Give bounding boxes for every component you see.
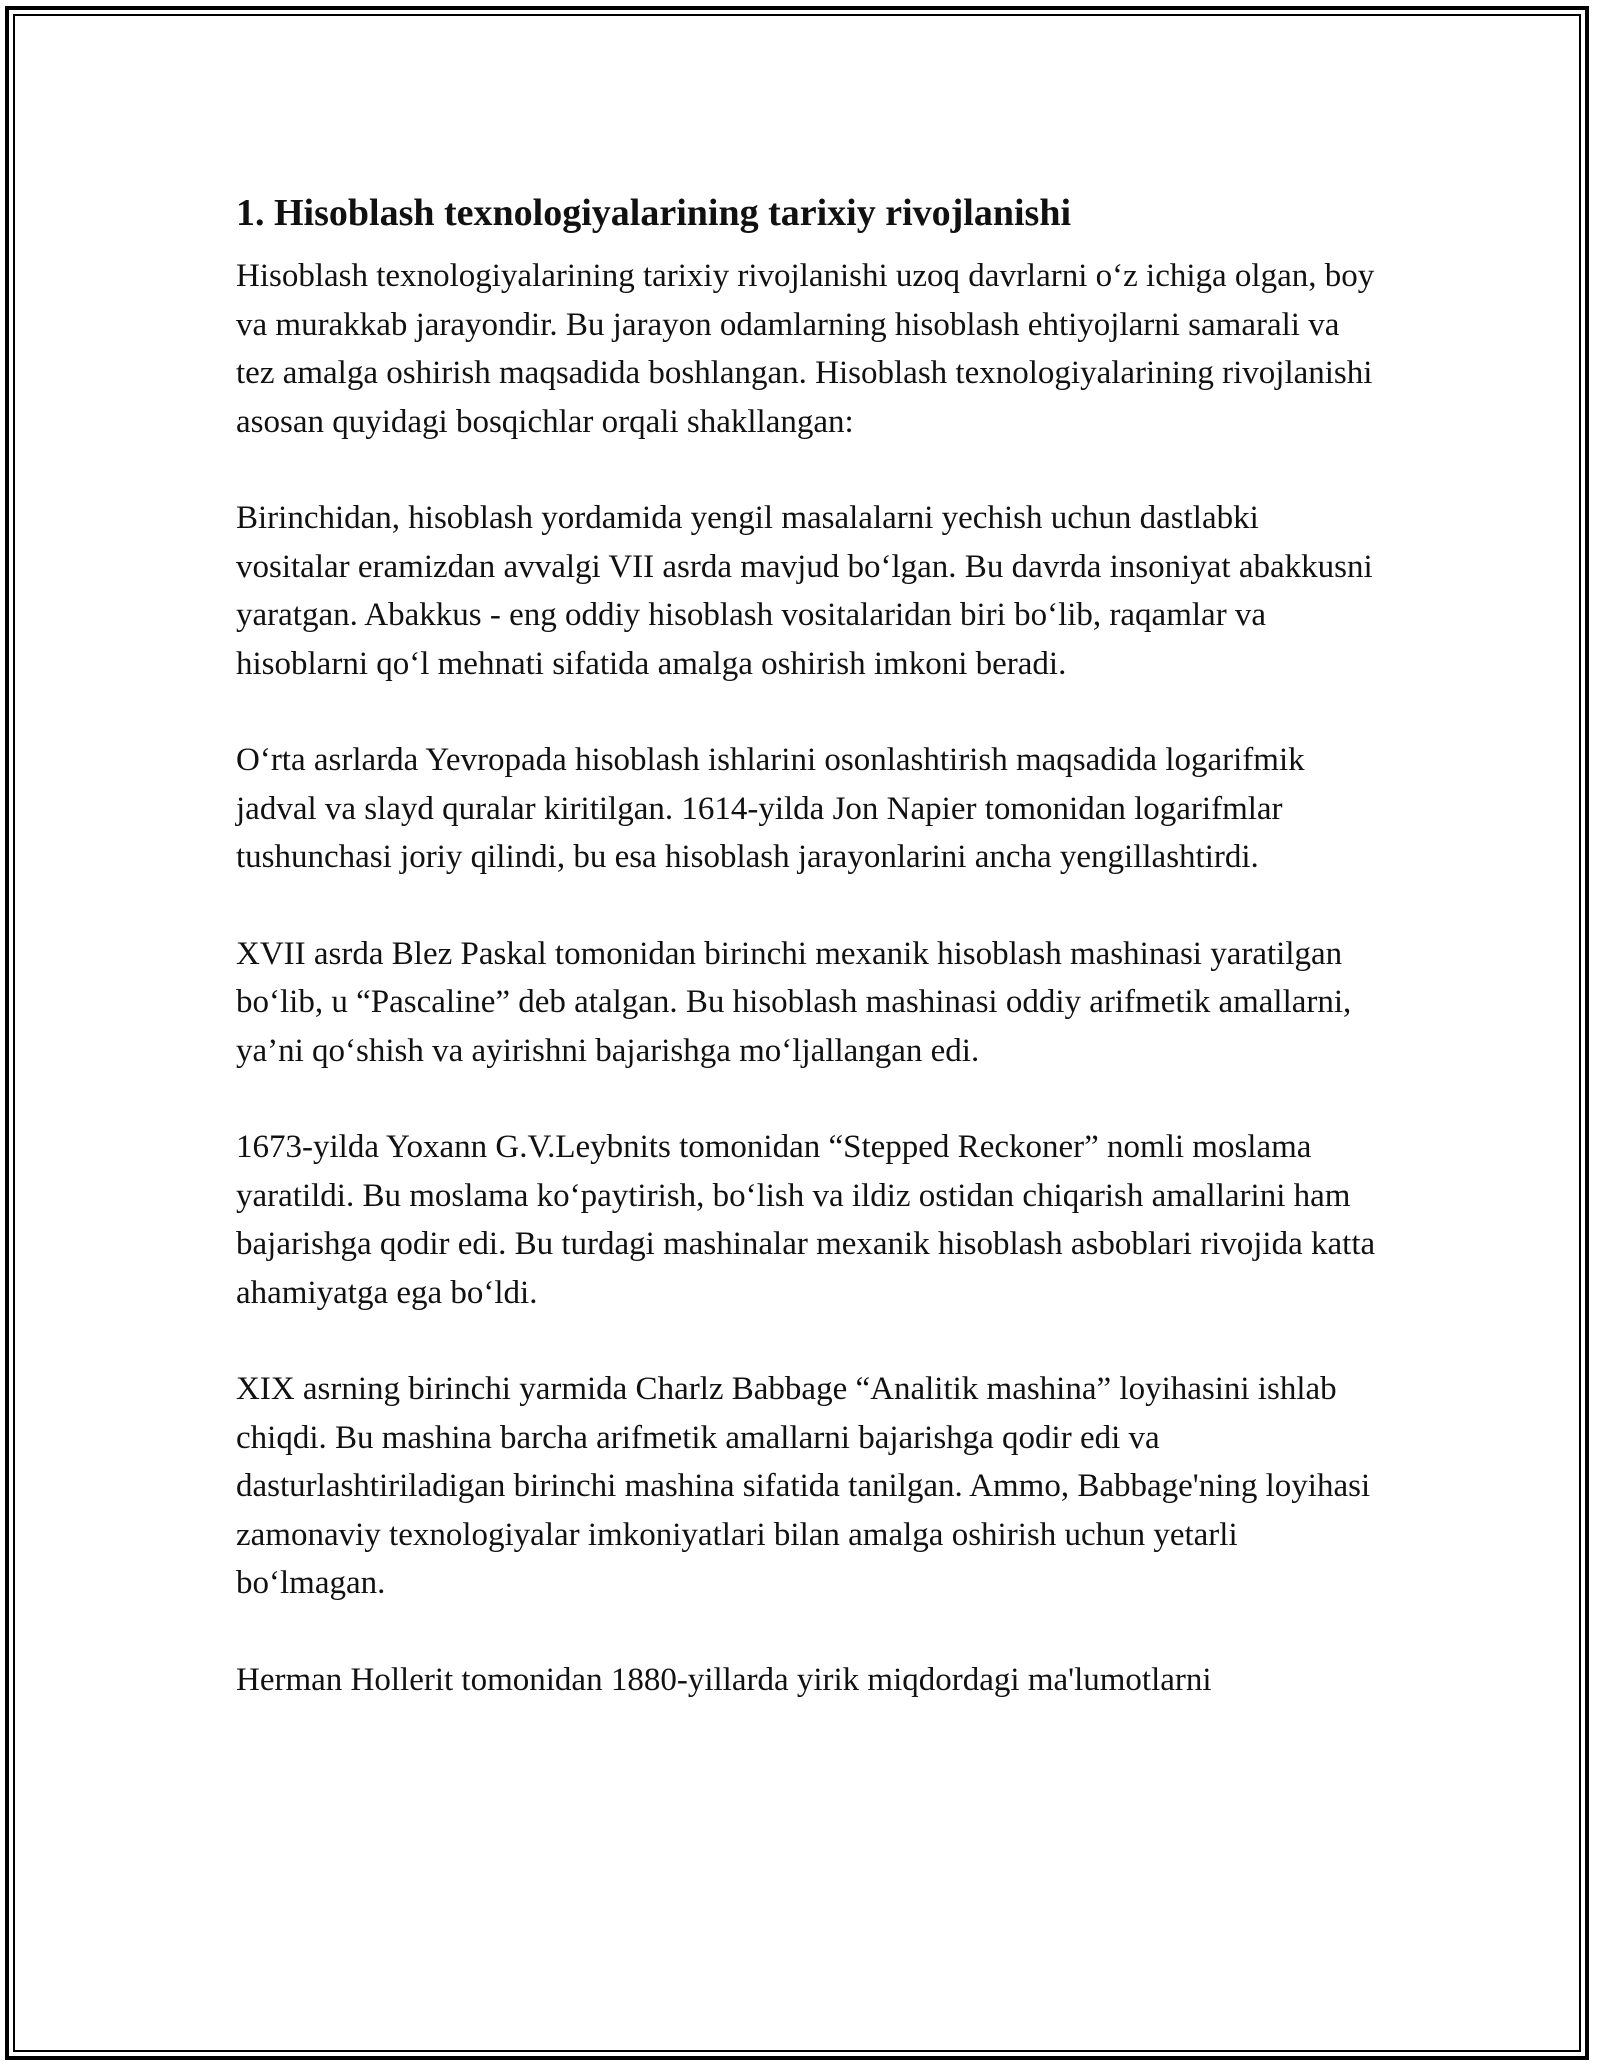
paragraph-leibniz: 1673-yilda Yoxann G.V.Leybnits tomonidan “Stepped Reckoner” nomli moslama yaratildi. Bu moslama ko‘paytirish, bo‘lish va ildiz ostidan chiqarish amallarini ham bajarishga qodir edi. Bu turdagi mashinalar mexanik hisoblash asboblari rivojida katta ahamiyatga ega bo‘ldi.	[236, 1129, 1376, 1311]
section-heading: 1. Hisoblash texnologiyalarining tarixiy rivojlanishi	[236, 192, 1072, 234]
paragraph-logarithms: O‘rta asrlarda Yevropada hisoblash ishlarini osonlashtirish maqsadida logarifmik jadval va slayd quralar kiritilgan. 1614-yilda Jon Napier tomonidan logarifmlar tushunchasi joriy qilindi, bu esa hisoblash jarayonlarini ancha yengillashtirdi.	[236, 742, 1305, 875]
paragraph-hollerith: Herman Hollerit tomonidan 1880-yillarda yirik miqdordagi ma'lumotlarni	[236, 1661, 1212, 1698]
paragraph-intro: Hisoblash texnologiyalarining tarixiy rivojlanishi uzoq davrlarni o‘z ichiga olgan, boy va murakkab jarayondir. Bu jarayon odamlarning hisoblash ehtiyojlarni samarali va tez amalga oshirish maqsadida boshlangan. Hisoblash texnologiyalarining rivojlanishi asosan quyidagi bosqichlar orqali shakllangan:	[236, 258, 1375, 440]
document-body	[236, 182, 1376, 1752]
paragraph-abacus: Birinchidan, hisoblash yordamida yengil masalalarni yechish uchun dastlabki vositalar eramizdan avvalgi VII asrda mavjud bo‘lgan. Bu davrda insoniyat abakkusni yaratgan. Abakkus - eng oddiy hisoblash vositalaridan biri bo‘lib, raqamlar va hisoblarni qo‘l mehnati sifatida amalga oshirish imkoni beradi.	[236, 500, 1373, 682]
paragraph-pascaline: XVII asrda Blez Paskal tomonidan birinchi mexanik hisoblash mashinasi yaratilgan bo‘lib, u “Pascaline” deb atalgan. Bu hisoblash mashinasi oddiy arifmetik amallarni, ya’ni qo‘shish va ayirishni bajarishga mo‘ljallangan edi.	[236, 935, 1352, 1069]
paragraph-babbage: XIX asrning birinchi yarmida Charlz Babbage “Analitik mashina” loyihasini ishlab chiqdi. Bu mashina barcha arifmetik amallarni bajarishga qodir edi va dasturlashtiriladigan birinchi mashina sifatida tanilgan. Ammo, Babbage'ning loyihasi zamonaviy texnologiyalar imkoniyatlari bilan amalga oshirish uchun yetarli bo‘lmagan.	[236, 1371, 1371, 1601]
